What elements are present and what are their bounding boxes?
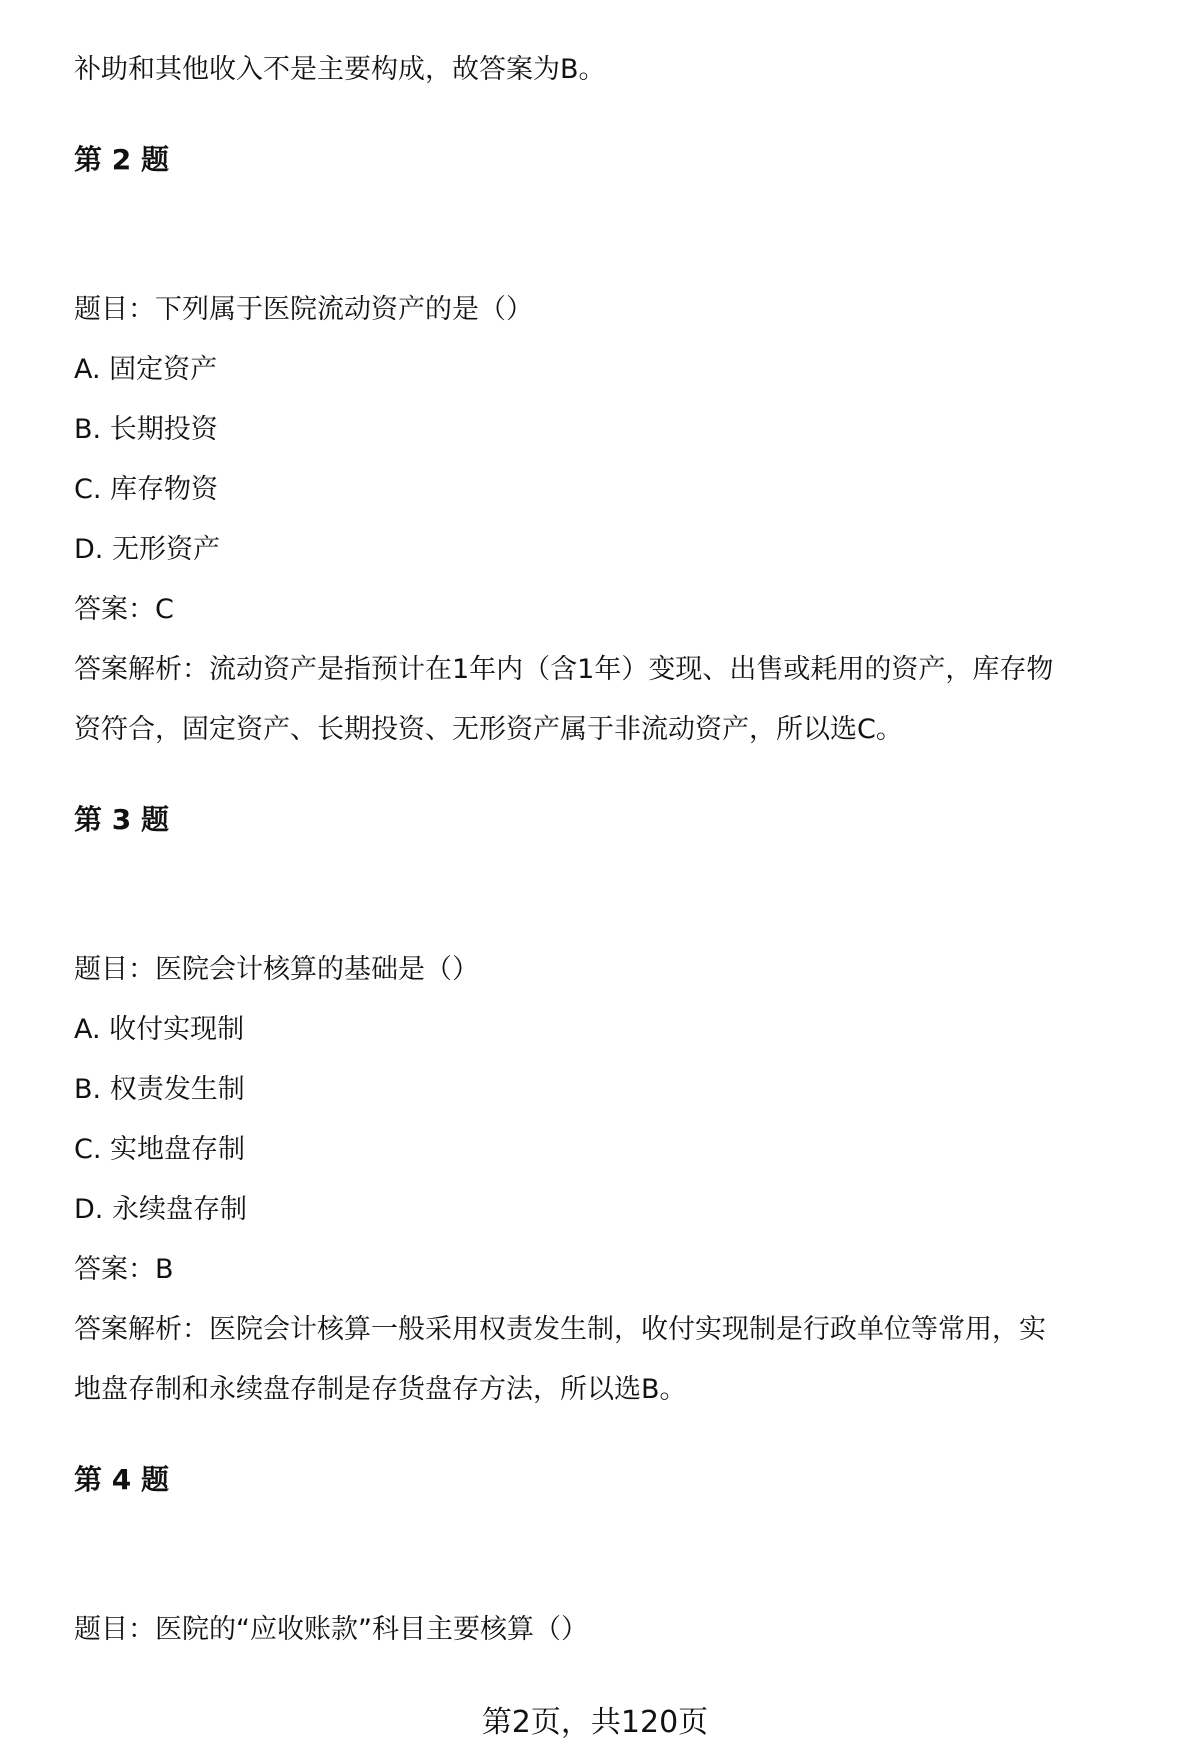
intro-text: 补助和其他收入不是主要构成，故答案为B。 (74, 54, 606, 85)
question-2-heading: 第 2 题 (74, 143, 169, 176)
question-3-option-b: B. 权责发生制 (74, 1074, 245, 1105)
question-2-option-c: C. 库存物资 (74, 474, 219, 505)
question-2-option-a: A. 固定资产 (74, 354, 218, 385)
question-3-option-c: C. 实地盘存制 (74, 1134, 246, 1165)
question-2-answer: 答案：C (74, 594, 174, 625)
question-3-heading: 第 3 题 (74, 803, 169, 836)
question-3-analysis-line-1: 答案解析：医院会计核算一般采用权责发生制，收付实现制是行政单位等常用，实 (74, 1314, 1046, 1345)
question-3-analysis-line-2: 地盘存制和永续盘存制是存货盘存方法，所以选B。 (74, 1374, 687, 1405)
question-4-heading: 第 4 题 (74, 1463, 169, 1496)
question-2-option-b: B. 长期投资 (74, 414, 218, 445)
question-3-stem: 题目：医院会计核算的基础是（） (74, 954, 479, 985)
question-2-stem: 题目：下列属于医院流动资产的是（） (74, 294, 533, 325)
question-2-option-d: D. 无形资产 (74, 534, 220, 565)
page-number: 第2页，共120页 (481, 1705, 709, 1740)
question-2-analysis-line-2: 资符合，固定资产、长期投资、无形资产属于非流动资产，所以选C。 (74, 714, 903, 745)
question-3-option-d: D. 永续盘存制 (74, 1194, 247, 1225)
question-2-analysis-line-1: 答案解析：流动资产是指预计在1年内（含1年）变现、出售或耗用的资产，库存物 (74, 654, 1054, 685)
question-3-answer: 答案：B (74, 1254, 174, 1285)
question-4-stem: 题目：医院的“应收账款”科目主要核算（） (74, 1614, 588, 1645)
question-3-option-a: A. 收付实现制 (74, 1014, 245, 1045)
